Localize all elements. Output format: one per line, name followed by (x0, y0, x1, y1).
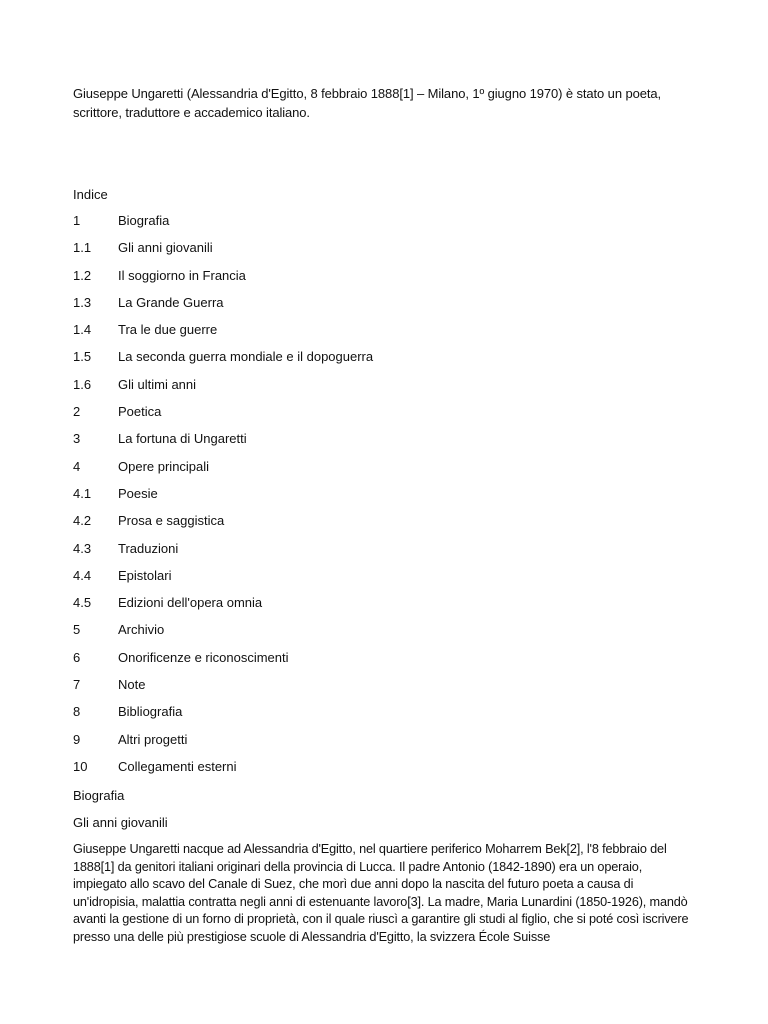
toc-number: 4.2 (73, 513, 92, 529)
toc-label: Collegamenti esterni (118, 758, 237, 774)
toc-label: Gli ultimi anni (118, 376, 197, 392)
toc-item (73, 758, 373, 785)
toc-label: Gli anni giovanili (118, 240, 213, 256)
toc-number: 1.4 (73, 322, 92, 338)
toc-item (73, 594, 373, 621)
toc-label: Altri progetti (118, 731, 188, 747)
toc-number: 4 (73, 458, 81, 474)
toc-label: Epistolari (118, 567, 172, 583)
intro-paragraph: Giuseppe Ungaretti (Alessandria d'Egitto, 8 febbraio 1888[1] – Milano, 1º giugno 1970) è stato un poeta, scrittore, traduttore e accademico italiano. (73, 86, 662, 120)
toc-label: La seconda guerra mondiale e il dopoguerra (118, 349, 374, 365)
toc-number: 5 (73, 622, 81, 638)
toc-number: 7 (73, 677, 81, 693)
toc-number: 1 (73, 213, 81, 228)
toc-number: 10 (73, 758, 88, 774)
toc-label: La Grande Guerra (118, 294, 224, 310)
toc-item (73, 649, 373, 676)
toc-item (73, 267, 373, 294)
toc-item (73, 676, 373, 703)
toc-item (73, 703, 373, 730)
toc-label: Il soggiorno in Francia (118, 267, 246, 283)
toc-number: 1.1 (73, 240, 92, 256)
toc-label: Opere principali (118, 458, 210, 474)
toc-label: Traduzioni (118, 540, 179, 556)
toc-label: Tra le due guerre (118, 322, 218, 338)
toc-label: Poetica (118, 404, 162, 420)
subsection-heading: Gli anni giovanili (73, 815, 168, 830)
toc-item (73, 348, 373, 375)
toc-item (73, 458, 373, 485)
body-paragraph: Giuseppe Ungaretti nacque ad Alessandria d'Egitto, nel quartiere periferico Moharrem Bek[2], l'8 febbraio del 1888[1] da genitori italiani originari della provincia di Lucca. Il padre Antonio (1842-1890) era un operaio, impiegato allo scavo del Canale di Suez, che morì due anni dopo la nascita del futuro poeta a causa di un'idropisia, malattia contratta negli anni di estenuante lavoro[3]. La madre, Maria Lunardini (1850-1926), mandò avanti la gestione di un forno di proprietà, con il quale riuscì a garantire gli studi al figlio, che si poté così iscrivere presso una delle più prestigiose scuole di Alessandria d'Egitto, la svizzera École Suisse (73, 842, 689, 944)
toc-item (73, 567, 373, 594)
toc-item (73, 512, 373, 539)
toc-item (73, 294, 373, 321)
toc-heading: Indice (73, 187, 108, 202)
toc-number: 4.5 (73, 595, 92, 611)
toc-number: 1.5 (73, 349, 92, 365)
toc-number: 4.4 (73, 567, 92, 583)
toc-number: 6 (73, 649, 81, 665)
toc-label: La fortuna di Ungaretti (118, 431, 247, 447)
table-of-contents (73, 212, 373, 785)
toc-item (73, 731, 373, 758)
toc-item (73, 621, 373, 648)
toc-item (73, 403, 373, 430)
toc-number: 8 (73, 704, 81, 720)
toc-label: Biografia (118, 213, 170, 228)
toc-label: Archivio (118, 622, 165, 638)
toc-item (73, 430, 373, 457)
toc-number: 1.2 (73, 267, 92, 283)
toc-item (73, 540, 373, 567)
toc-number: 1.6 (73, 376, 92, 392)
toc-label: Edizioni dell'opera omnia (118, 595, 263, 611)
toc-item (73, 485, 373, 512)
toc-number: 2 (73, 404, 81, 420)
toc-item (73, 321, 373, 348)
toc-number: 3 (73, 431, 81, 447)
toc-number: 4.3 (73, 540, 92, 556)
toc-number: 4.1 (73, 485, 92, 501)
toc-item (73, 239, 373, 266)
toc-number: 9 (73, 731, 81, 747)
toc-item (73, 376, 373, 403)
toc-label: Note (118, 677, 146, 693)
toc-item (73, 212, 373, 239)
toc-number: 1.3 (73, 294, 92, 310)
toc-label: Prosa e saggistica (118, 513, 225, 529)
toc-label: Onorificenze e riconoscimenti (118, 649, 289, 665)
section-heading: Biografia (73, 788, 125, 803)
toc-label: Bibliografia (118, 704, 183, 720)
toc-label: Poesie (118, 485, 158, 501)
